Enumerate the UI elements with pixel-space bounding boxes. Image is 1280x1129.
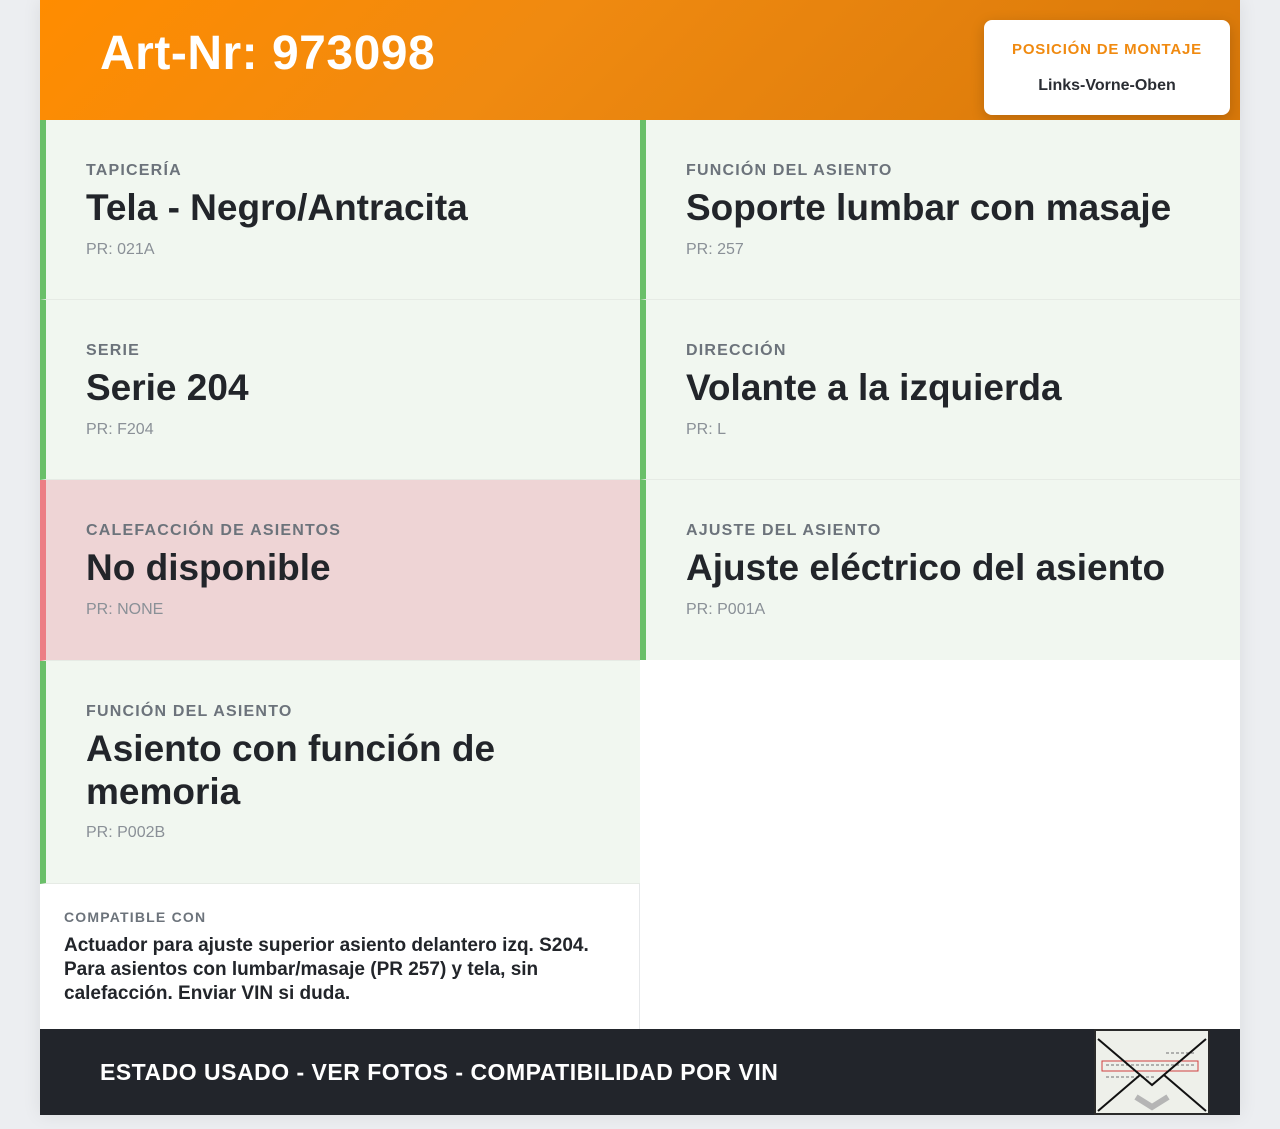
footer-bar bbox=[40, 1029, 1240, 1115]
article-number: Art-Nr: 973098 bbox=[100, 27, 436, 80]
spec-card-label: AJUSTE DEL ASIENTO bbox=[686, 522, 882, 539]
spec-card-label: FUNCIÓN DEL ASIENTO bbox=[686, 162, 893, 179]
spec-card-seat-function-memory bbox=[40, 661, 640, 884]
spec-card-value: Tela - Negro/Antracita bbox=[86, 187, 468, 228]
spec-card-pr-code: PR: L bbox=[686, 421, 727, 438]
compatibility-text: Actuador para ajuste superior asiento delantero izq. S204. Para asientos con lumbar/masaje (PR 257) y tela, sin calefacción. Enviar VIN si duda. bbox=[64, 935, 589, 1004]
spec-card-label: CALEFACCIÓN DE ASIENTOS bbox=[86, 522, 342, 539]
mount-position-label: POSICIÓN DE MONTAJE bbox=[1012, 41, 1202, 58]
spec-card-value: No disponible bbox=[86, 547, 331, 588]
compatibility-section bbox=[40, 884, 640, 1029]
spec-card-value: Volante a la izquierda bbox=[686, 367, 1062, 408]
spec-card-pr-code: PR: P001A bbox=[686, 601, 766, 618]
spec-card-steering bbox=[640, 300, 1240, 480]
spec-card-series bbox=[40, 300, 640, 480]
spec-card-label: SERIE bbox=[86, 342, 141, 359]
spec-card-pr-code: PR: F204 bbox=[86, 421, 154, 438]
product-sheet bbox=[40, 0, 1240, 1115]
mount-position-box bbox=[984, 20, 1230, 115]
spec-card-value: Serie 204 bbox=[86, 367, 249, 408]
spec-card-seat-function-lumbar bbox=[640, 120, 1240, 300]
spec-card-pr-code: PR: 021A bbox=[86, 241, 155, 258]
spec-card-upholstery bbox=[40, 120, 640, 300]
spec-card-seat-adjustment bbox=[640, 480, 1240, 660]
mount-position-value: Links-Vorne-Oben bbox=[1038, 77, 1176, 94]
spec-card-value: Asiento con función de memoria bbox=[86, 728, 496, 812]
spec-card-pr-code: PR: P002B bbox=[86, 824, 166, 841]
footer-condition-text: ESTADO USADO - VER FOTOS - COMPATIBILIDAD POR VIN bbox=[100, 1059, 779, 1085]
spec-card-value: Soporte lumbar con masaje bbox=[686, 187, 1172, 228]
spec-card-label: TAPICERÍA bbox=[86, 162, 182, 179]
spec-card-label: FUNCIÓN DEL ASIENTO bbox=[86, 703, 293, 720]
header-banner bbox=[40, 0, 1240, 120]
spec-card-pr-code: PR: NONE bbox=[86, 601, 164, 618]
spec-card-label: DIRECCIÓN bbox=[686, 342, 787, 359]
envelope-label-photo-icon bbox=[1094, 1029, 1210, 1115]
spec-card-value: Ajuste eléctrico del asiento bbox=[686, 547, 1166, 588]
spec-card-pr-code: PR: 257 bbox=[686, 241, 744, 258]
spec-card-seat-heating bbox=[40, 480, 640, 661]
compatibility-label: COMPATIBLE CON bbox=[64, 909, 207, 925]
